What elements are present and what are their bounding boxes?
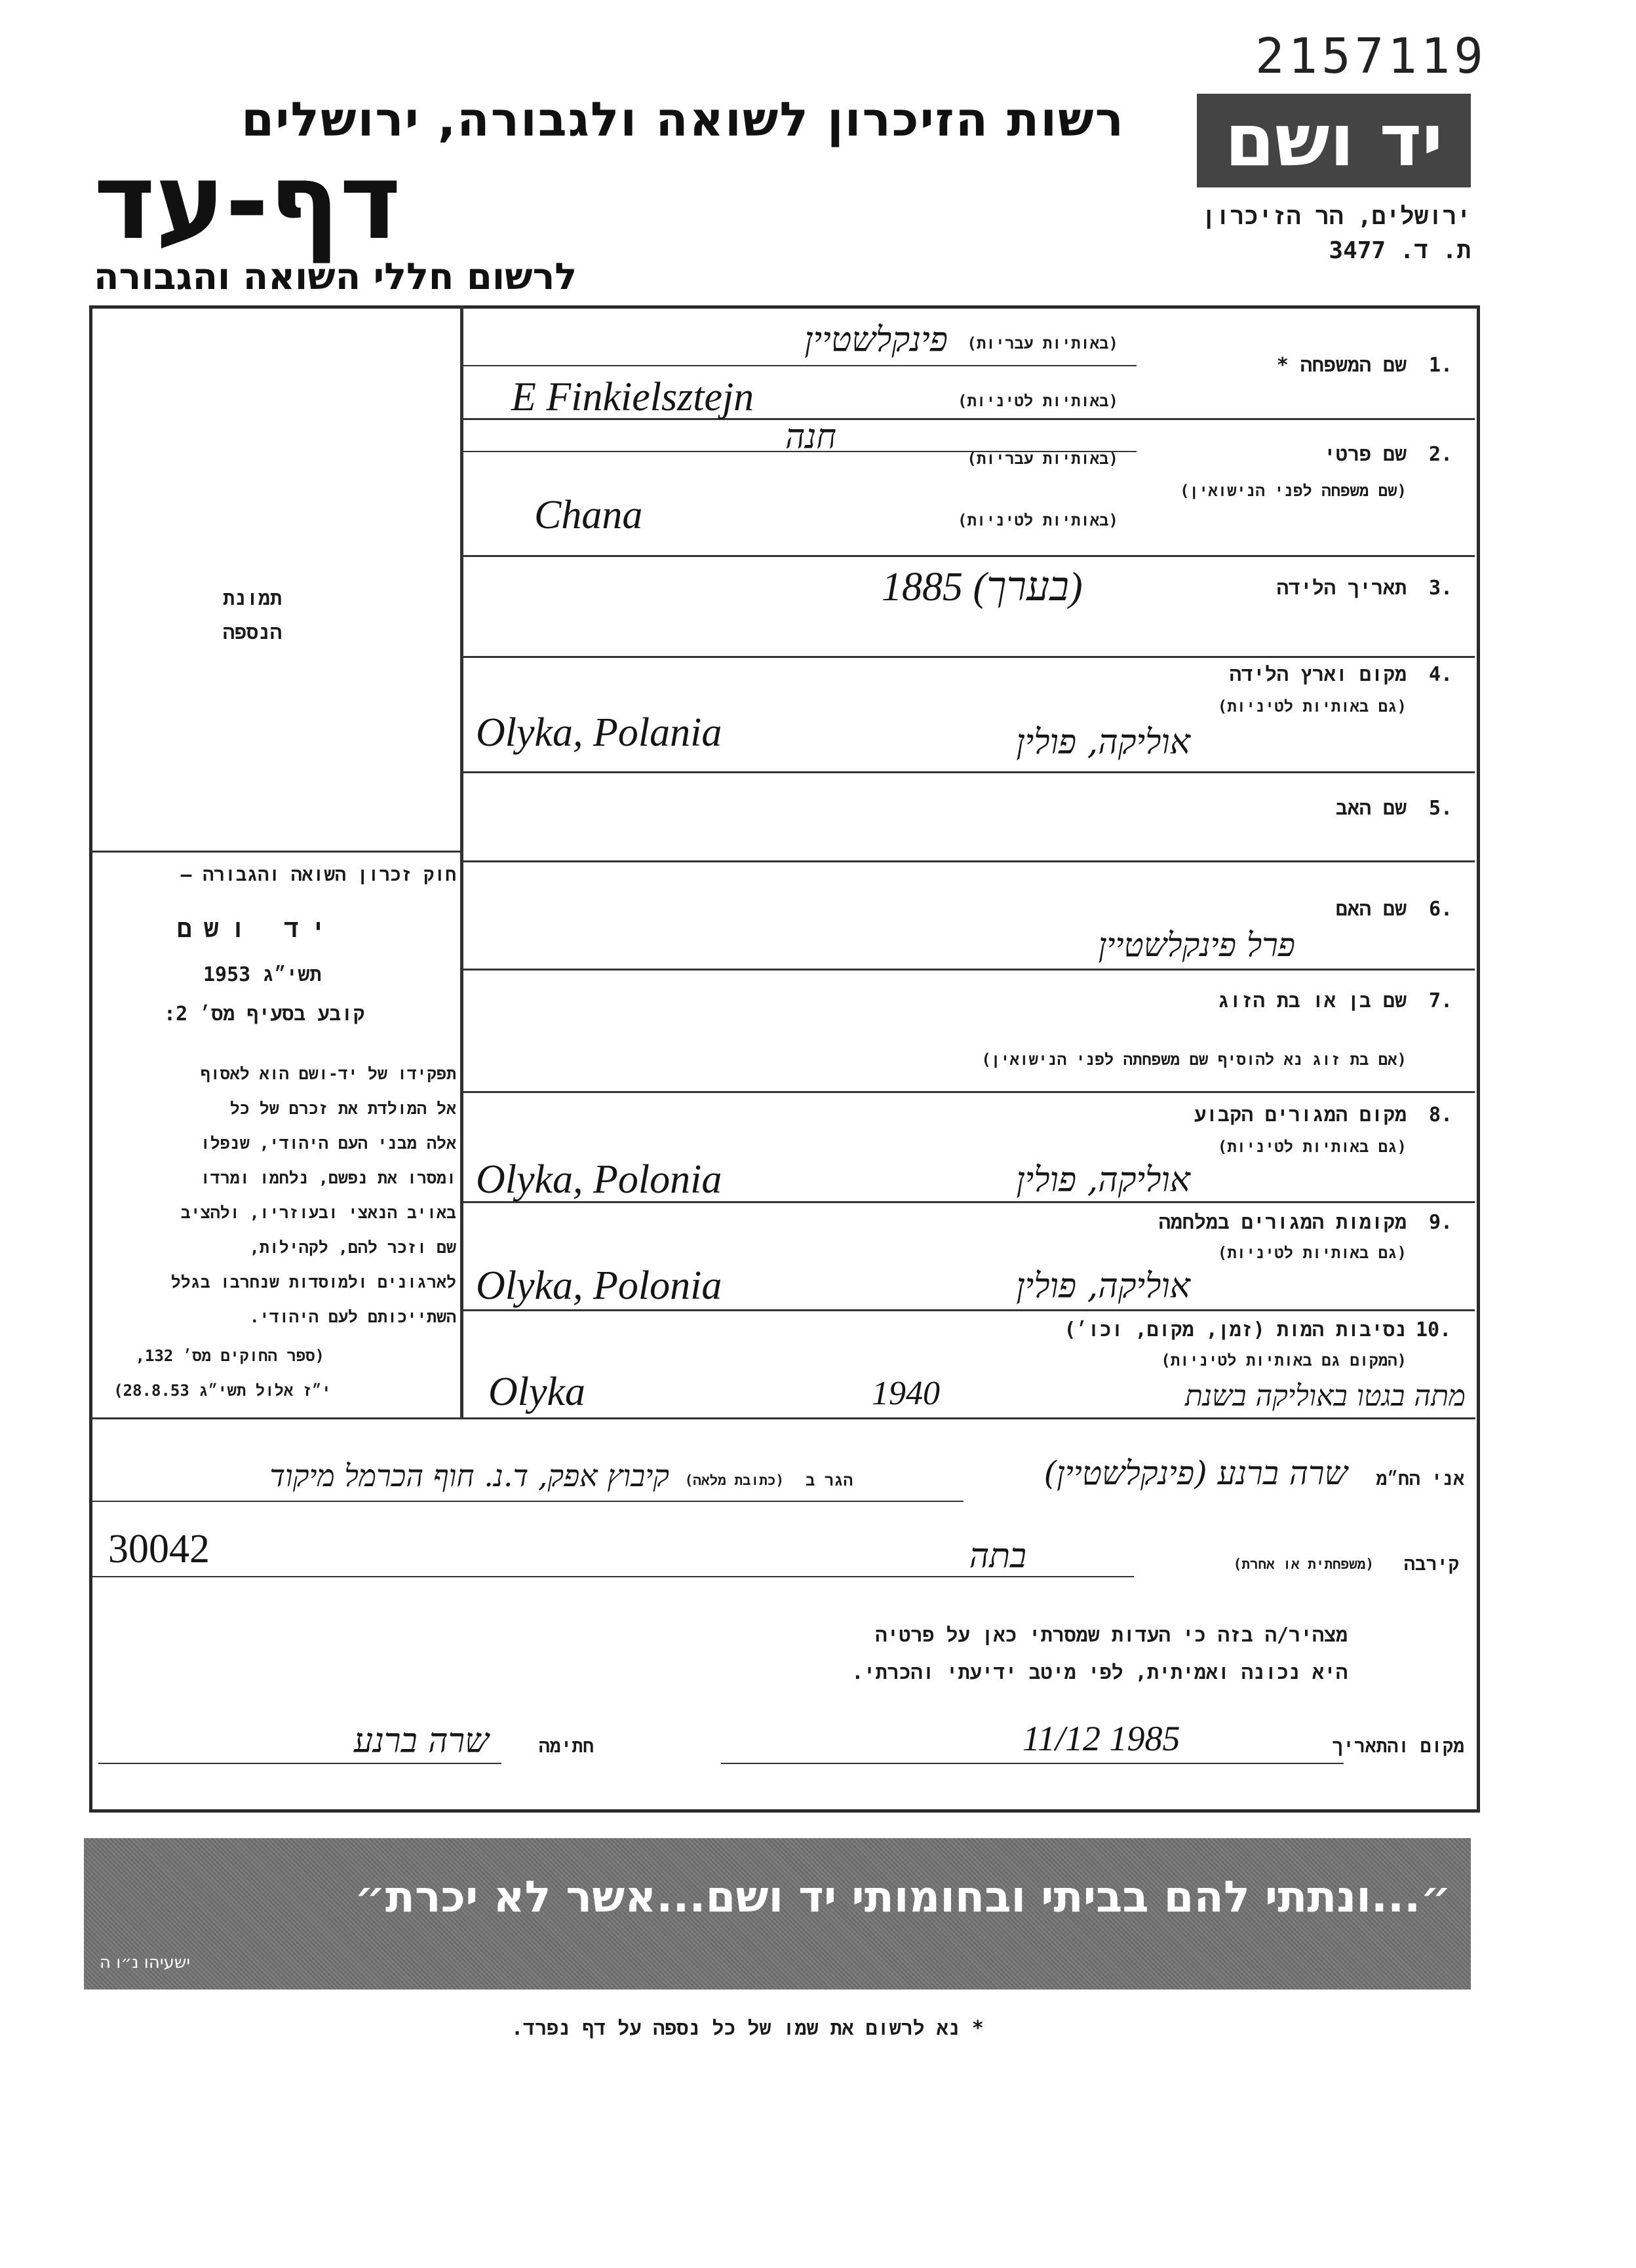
- date-value[interactable]: 11/12 1985: [1022, 1719, 1180, 1758]
- undersigned-value[interactable]: שרה ברנע (פינקלשטיין): [1043, 1454, 1348, 1492]
- field-1-value-hebrew[interactable]: פינקלשטיין: [804, 320, 948, 360]
- field-9-value-hebrew[interactable]: אוליקה, פולין: [1016, 1267, 1190, 1306]
- field-2-hint-hebrew: (באותיות עבריות): [967, 450, 1118, 468]
- field-10-sublabel: (המקום גם באותיות לטיניות): [1161, 1351, 1407, 1370]
- relation-underline: [92, 1576, 1134, 1577]
- testimony-divider: [89, 1417, 1475, 1419]
- law-year: תשי״ג 1953: [203, 963, 322, 986]
- field-10-label: נסיבות המות (זמן, מקום, וכו׳): [1064, 1318, 1407, 1341]
- declaration-line-1: מצהיר/ה בזה כי העדות שמסרתי כאן על פרטיה: [875, 1624, 1348, 1647]
- field-2-value-hebrew[interactable]: חנה: [785, 417, 836, 457]
- signature-underline: [98, 1763, 501, 1764]
- field-4-value-latin[interactable]: Olyka, Polania: [476, 710, 722, 755]
- field-6-num: 6.: [1429, 898, 1453, 921]
- field-3-value[interactable]: 1885 (בערך): [882, 565, 1083, 609]
- law-line: תפקידו של יד-ושם הוא לאסוף: [200, 1064, 456, 1083]
- row-divider: [461, 656, 1475, 658]
- law-line: ומסרו את נפשם, נלחמו ומרדו: [200, 1168, 456, 1187]
- relation-value[interactable]: בתה: [969, 1537, 1026, 1576]
- form-subtitle: לרשום חללי השואה והגבורה: [94, 256, 577, 298]
- footnote: * נא לרשום את שמו של כל נספה על דף נפרד.: [511, 2017, 984, 2040]
- yad-vashem-logo: יד ושם: [1197, 94, 1471, 187]
- photo-box-divider: [89, 851, 461, 853]
- quote-banner: [84, 1838, 1471, 1989]
- field-2-num: 2.: [1429, 443, 1453, 466]
- law-line: אלה מבני העם היהודי, שנפלו: [200, 1134, 456, 1153]
- field-1-value-latin[interactable]: E Finkielsztejn: [511, 375, 754, 419]
- field-7-sublabel: (אם בת זוג נא להוסיף שם משפחתה לפני הנישואין): [981, 1050, 1407, 1069]
- law-source-1: (ספר החוקים מס׳ 132,: [135, 1347, 324, 1365]
- undersigned-label: אני הח״מ: [1376, 1468, 1464, 1490]
- org-name: רשות הזיכרון לשואה ולגבורה, ירושלים: [241, 92, 1125, 147]
- field-6-label: שם האם: [1335, 898, 1407, 921]
- serial-number: 2157119: [1255, 28, 1487, 85]
- law-line: השתייכותם לעם היהודי.: [249, 1307, 456, 1326]
- photo-label-line1: תמונת: [223, 587, 282, 610]
- field-1-num: 1.: [1429, 354, 1453, 377]
- field-8-label: מקום המגורים הקבוע: [1194, 1104, 1407, 1126]
- law-line: לארגונים ולמוסדות שנחרבו בגלל: [170, 1273, 456, 1292]
- banner-quote: ״...ונתתי להם בביתי ובחומותי יד ושם...אשר לא יכרת״: [354, 1872, 1451, 1922]
- relation-hint: (משפחתית או אחרת): [1233, 1556, 1374, 1572]
- row-divider: [461, 1091, 1475, 1093]
- row-divider: [461, 1309, 1475, 1311]
- law-line: באויב הנאצי ובעוזריו, ולהציב: [180, 1203, 456, 1222]
- photo-label: [223, 582, 282, 650]
- law-name: יד ושם: [177, 914, 338, 943]
- date-underline: [721, 1763, 1344, 1764]
- address-underline: [92, 1501, 964, 1502]
- field-1-hint-latin: (באותיות לטיניות): [958, 392, 1118, 410]
- address-hint: (כתובת מלאה): [684, 1472, 784, 1488]
- field-10-value-hebrew[interactable]: מתה בגטו באוליקה בשנת: [1184, 1379, 1466, 1413]
- row-divider: [461, 860, 1475, 862]
- field-2-sublabel: (שם משפחה לפני הנישואין): [1180, 482, 1407, 500]
- field-2-hint-latin: (באותיות לטיניות): [958, 511, 1118, 529]
- law-line: שם וזכר להם, לקהילות,: [249, 1238, 456, 1257]
- field-8-value-hebrew[interactable]: אוליקה, פולין: [1016, 1161, 1190, 1200]
- field-4-num: 4.: [1429, 663, 1453, 686]
- banner-source: ישעיהו נ״ו ה: [100, 1953, 191, 1972]
- law-line: אל המולדת את זכרם של כל: [229, 1099, 456, 1118]
- field-2-label: שם פרטי: [1323, 443, 1407, 466]
- field-10-value-year[interactable]: 1940: [872, 1375, 940, 1412]
- field-6-value-hebrew[interactable]: פרל פינקלשטיין: [1098, 926, 1295, 964]
- address-line-2: ת. ד. 3477: [1329, 237, 1471, 264]
- signature-value[interactable]: שרה ברנע: [353, 1721, 489, 1761]
- address-line-1: ירושלים, הר הזיכרון: [1201, 203, 1471, 230]
- place-date-label: מקום והתאריך: [1332, 1735, 1464, 1757]
- row-divider: [461, 555, 1475, 557]
- declaration-line-2: היא נכונה ואמיתית, לפי מיטב ידיעתי והכרתי.: [851, 1661, 1348, 1684]
- signature-label: חתימה: [538, 1735, 594, 1757]
- law-clause: קובע בסעיף מס׳ 2:: [164, 1003, 365, 1026]
- field-4-value-hebrew[interactable]: אוליקה, פולין: [1016, 723, 1190, 762]
- row-divider: [461, 771, 1475, 773]
- row-divider: [461, 969, 1475, 971]
- field-8-num: 8.: [1429, 1104, 1453, 1126]
- photo-label-line2: הנספה: [223, 621, 282, 644]
- field-3-label: תאריך הלידה: [1276, 577, 1407, 600]
- field-5-num: 5.: [1429, 797, 1453, 820]
- field-4-label: מקום וארץ הלידה: [1229, 663, 1407, 686]
- column-divider: [460, 305, 463, 1419]
- field-10-num: 10.: [1416, 1318, 1452, 1341]
- field-2-value-latin[interactable]: Chana: [534, 493, 643, 537]
- form-title: דף-עד: [94, 140, 402, 263]
- law-source-2: י״ז אלול תשי״ג 28.8.53): [113, 1381, 331, 1400]
- field-8-sublabel: (גם באותיות לטיניות): [1217, 1138, 1407, 1156]
- field-9-sublabel: (גם באותיות לטיניות): [1217, 1244, 1407, 1262]
- address-label: הגר ב: [805, 1471, 853, 1490]
- field-5-label: שם האב: [1335, 797, 1407, 820]
- field-10-value-latin[interactable]: Olyka: [488, 1370, 586, 1414]
- law-body: [171, 1056, 456, 1334]
- field-9-value-latin[interactable]: Olyka, Polonia: [476, 1263, 722, 1308]
- field-1-label: שם המשפחה *: [1276, 354, 1407, 377]
- law-title: חוק זכרון השואה והגבורה —: [180, 864, 456, 885]
- field-7-num: 7.: [1429, 990, 1453, 1012]
- address-value[interactable]: קיבוץ אפק, ד.נ. חוף הכרמל מיקוד: [269, 1458, 669, 1493]
- hebrew-underline: [461, 365, 1137, 366]
- field-9-label: מקומות המגורים במלחמה: [1158, 1211, 1407, 1234]
- field-7-label: שם בן או בת הזוג: [1217, 990, 1407, 1012]
- field-1-hint-hebrew: (באותיות עבריות): [967, 334, 1118, 353]
- field-9-num: 9.: [1429, 1211, 1453, 1234]
- field-4-sublabel: (גם באותיות לטיניות): [1217, 697, 1407, 716]
- relation-label: קירבה: [1403, 1553, 1459, 1575]
- zip-value[interactable]: 30042: [108, 1527, 210, 1571]
- field-3-num: 3.: [1429, 577, 1453, 600]
- field-8-value-latin[interactable]: Olyka, Polonia: [476, 1157, 722, 1202]
